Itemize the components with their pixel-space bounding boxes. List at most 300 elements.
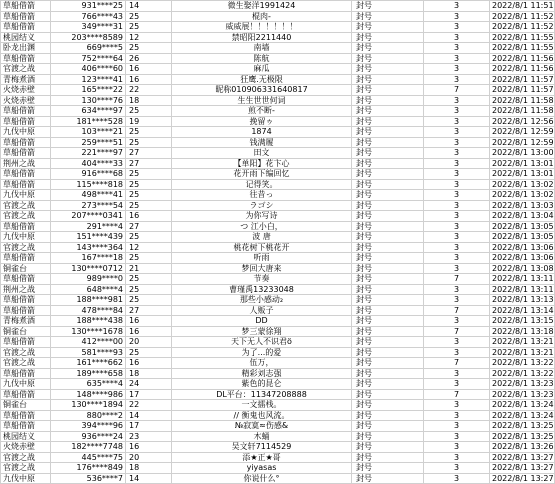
account-id-cell[interactable]: 349****31 — [51, 22, 126, 33]
account-id-cell[interactable]: 406****60 — [51, 64, 126, 75]
level-cell[interactable]: 18 — [126, 368, 172, 379]
nickname-cell[interactable]: 威威展！！！！！！ — [172, 22, 352, 33]
account-id-cell[interactable]: 766****43 — [51, 11, 126, 22]
server-name-cell[interactable]: 草船借箭 — [1, 106, 51, 117]
count-cell[interactable]: 3 — [424, 253, 490, 264]
timestamp-cell[interactable]: 2022/8/1 13:06 — [490, 242, 555, 253]
status-cell[interactable]: 封号 — [352, 1, 424, 12]
timestamp-cell[interactable]: 2022/8/1 13:25 — [490, 421, 555, 432]
account-id-cell[interactable]: 148****986 — [51, 389, 126, 400]
account-id-cell[interactable]: 188****438 — [51, 316, 126, 327]
count-cell[interactable]: 3 — [424, 463, 490, 474]
nickname-cell[interactable]: 听雨 — [172, 253, 352, 264]
account-id-cell[interactable]: 182****7748 — [51, 442, 126, 453]
server-name-cell[interactable]: 草船借箭 — [1, 1, 51, 12]
timestamp-cell[interactable]: 2022/8/1 13:23 — [490, 379, 555, 390]
nickname-cell[interactable]: 麻瓜 — [172, 64, 352, 75]
count-cell[interactable]: 3 — [424, 421, 490, 432]
status-cell[interactable]: 封号 — [352, 43, 424, 54]
account-id-cell[interactable]: 130****1678 — [51, 326, 126, 337]
server-name-cell[interactable]: 九伐中原 — [1, 127, 51, 138]
timestamp-cell[interactable]: 2022/8/1 11:55 — [490, 43, 555, 54]
timestamp-cell[interactable]: 2022/8/1 13:15 — [490, 316, 555, 327]
server-name-cell[interactable]: 九伐中原 — [1, 232, 51, 243]
timestamp-cell[interactable]: 2022/8/1 13:05 — [490, 232, 555, 243]
nickname-cell[interactable]: 为了...的爱 — [172, 347, 352, 358]
status-cell[interactable]: 封号 — [352, 358, 424, 369]
account-id-cell[interactable]: 203****8589 — [51, 32, 126, 43]
server-name-cell[interactable]: 草船借箭 — [1, 221, 51, 232]
account-id-cell[interactable]: 880****2 — [51, 410, 126, 421]
nickname-cell[interactable]: 节奏 — [172, 274, 352, 285]
count-cell[interactable]: 3 — [424, 431, 490, 442]
timestamp-cell[interactable]: 2022/8/1 13:14 — [490, 305, 555, 316]
account-id-cell[interactable]: 445****75 — [51, 452, 126, 463]
level-cell[interactable]: 25 — [126, 127, 172, 138]
timestamp-cell[interactable]: 2022/8/1 13:02 — [490, 179, 555, 190]
server-name-cell[interactable]: 铜雀台 — [1, 263, 51, 274]
status-cell[interactable]: 封号 — [352, 169, 424, 180]
account-id-cell[interactable]: 635****4 — [51, 379, 126, 390]
server-name-cell[interactable]: 草船借箭 — [1, 421, 51, 432]
count-cell[interactable]: 3 — [424, 158, 490, 169]
nickname-cell[interactable]: 煎不断- — [172, 106, 352, 117]
nickname-cell[interactable]: 挽留ゥ — [172, 116, 352, 127]
status-cell[interactable]: 封号 — [352, 232, 424, 243]
server-name-cell[interactable]: 草船借箭 — [1, 137, 51, 148]
count-cell[interactable]: 3 — [424, 200, 490, 211]
timestamp-cell[interactable]: 2022/8/1 13:24 — [490, 400, 555, 411]
count-cell[interactable]: 3 — [424, 368, 490, 379]
count-cell[interactable]: 3 — [424, 74, 490, 85]
timestamp-cell[interactable]: 2022/8/1 13:21 — [490, 347, 555, 358]
timestamp-cell[interactable]: 2022/8/1 13:26 — [490, 442, 555, 453]
level-cell[interactable]: 16 — [126, 74, 172, 85]
count-cell[interactable]: 3 — [424, 400, 490, 411]
nickname-cell[interactable]: 梦回大唐来 — [172, 263, 352, 274]
account-id-cell[interactable]: 394****96 — [51, 421, 126, 432]
timestamp-cell[interactable]: 2022/8/1 13:23 — [490, 389, 555, 400]
account-id-cell[interactable]: 404****33 — [51, 158, 126, 169]
level-cell[interactable]: 14 — [126, 473, 172, 484]
server-name-cell[interactable]: 九伐中原 — [1, 190, 51, 201]
timestamp-cell[interactable]: 2022/8/1 12:59 — [490, 137, 555, 148]
timestamp-cell[interactable]: 2022/8/1 13:21 — [490, 337, 555, 348]
status-cell[interactable]: 封号 — [352, 463, 424, 474]
status-cell[interactable]: 封号 — [352, 221, 424, 232]
timestamp-cell[interactable]: 2022/8/1 13:24 — [490, 410, 555, 421]
server-name-cell[interactable]: 官渡之战 — [1, 463, 51, 474]
timestamp-cell[interactable]: 2022/8/1 11:56 — [490, 53, 555, 64]
status-cell[interactable]: 封号 — [352, 400, 424, 411]
count-cell[interactable]: 3 — [424, 169, 490, 180]
level-cell[interactable]: 25 — [126, 253, 172, 264]
count-cell[interactable]: 3 — [424, 284, 490, 295]
account-id-cell[interactable]: 188****981 — [51, 295, 126, 306]
server-name-cell[interactable]: 九伐中原 — [1, 379, 51, 390]
account-id-cell[interactable]: 221****97 — [51, 148, 126, 159]
account-id-cell[interactable]: 752****64 — [51, 53, 126, 64]
status-cell[interactable]: 封号 — [352, 74, 424, 85]
status-cell[interactable]: 封号 — [352, 295, 424, 306]
account-id-cell[interactable]: 165****22 — [51, 85, 126, 96]
account-id-cell[interactable]: 130****1894 — [51, 400, 126, 411]
status-cell[interactable]: 封号 — [352, 242, 424, 253]
server-name-cell[interactable]: 草船借箭 — [1, 22, 51, 33]
timestamp-cell[interactable]: 2022/8/1 11:56 — [490, 64, 555, 75]
nickname-cell[interactable]: 那些小感动₂ — [172, 295, 352, 306]
status-cell[interactable]: 封号 — [352, 263, 424, 274]
status-cell[interactable]: 封号 — [352, 421, 424, 432]
count-cell[interactable]: 3 — [424, 473, 490, 484]
nickname-cell[interactable]: // 衡鬼也风流。 — [172, 410, 352, 421]
account-id-cell[interactable]: 536****7 — [51, 473, 126, 484]
status-cell[interactable]: 封号 — [352, 316, 424, 327]
status-cell[interactable]: 封号 — [352, 11, 424, 22]
timestamp-cell[interactable]: 2022/8/1 11:58 — [490, 106, 555, 117]
level-cell[interactable]: 25 — [126, 347, 172, 358]
server-name-cell[interactable]: 草船借箭 — [1, 368, 51, 379]
timestamp-cell[interactable]: 2022/8/1 13:00 — [490, 148, 555, 159]
account-id-cell[interactable]: 151****439 — [51, 232, 126, 243]
timestamp-cell[interactable]: 2022/8/1 13:06 — [490, 253, 555, 264]
status-cell[interactable]: 封号 — [352, 148, 424, 159]
status-cell[interactable]: 封号 — [352, 106, 424, 117]
count-cell[interactable]: 3 — [424, 95, 490, 106]
account-id-cell[interactable]: 936****24 — [51, 431, 126, 442]
level-cell[interactable]: 12 — [126, 32, 172, 43]
server-name-cell[interactable]: 官渡之战 — [1, 452, 51, 463]
count-cell[interactable]: 3 — [424, 337, 490, 348]
server-name-cell[interactable]: 铜雀台 — [1, 400, 51, 411]
server-name-cell[interactable]: 桃园结义 — [1, 32, 51, 43]
status-cell[interactable]: 封号 — [352, 410, 424, 421]
server-name-cell[interactable]: 草船借箭 — [1, 295, 51, 306]
count-cell[interactable]: 3 — [424, 316, 490, 327]
level-cell[interactable]: 19 — [126, 116, 172, 127]
status-cell[interactable]: 封号 — [352, 200, 424, 211]
nickname-cell[interactable]: 为你写诗 — [172, 211, 352, 222]
nickname-cell[interactable]: 桃花树下桃花开 — [172, 242, 352, 253]
status-cell[interactable]: 封号 — [352, 337, 424, 348]
count-cell[interactable]: 3 — [424, 11, 490, 22]
level-cell[interactable]: 25 — [126, 232, 172, 243]
count-cell[interactable]: 3 — [424, 116, 490, 127]
nickname-cell[interactable]: 狂鹰.无极限 — [172, 74, 352, 85]
timestamp-cell[interactable]: 2022/8/1 13:04 — [490, 211, 555, 222]
count-cell[interactable]: 3 — [424, 442, 490, 453]
status-cell[interactable]: 封号 — [352, 64, 424, 75]
nickname-cell[interactable]: 往昔っ — [172, 190, 352, 201]
status-cell[interactable]: 封号 — [352, 473, 424, 484]
server-name-cell[interactable]: 草船借箭 — [1, 389, 51, 400]
level-cell[interactable]: 20 — [126, 337, 172, 348]
level-cell[interactable]: 22 — [126, 85, 172, 96]
nickname-cell[interactable]: 精彩刘志强 — [172, 368, 352, 379]
nickname-cell[interactable]: 1874 — [172, 127, 352, 138]
server-name-cell[interactable]: 草船借箭 — [1, 11, 51, 22]
timestamp-cell[interactable]: 2022/8/1 12:56 — [490, 116, 555, 127]
nickname-cell[interactable]: 波 唐 — [172, 232, 352, 243]
level-cell[interactable]: 25 — [126, 179, 172, 190]
account-id-cell[interactable]: 189****658 — [51, 368, 126, 379]
status-cell[interactable]: 封号 — [352, 116, 424, 127]
nickname-cell[interactable]: 曹瑾禹13233048 — [172, 284, 352, 295]
server-name-cell[interactable]: 官渡之战 — [1, 358, 51, 369]
status-cell[interactable]: 封号 — [352, 127, 424, 138]
nickname-cell[interactable]: つ 江小白， — [172, 221, 352, 232]
timestamp-cell[interactable]: 2022/8/1 11:52 — [490, 22, 555, 33]
count-cell[interactable]: 3 — [424, 179, 490, 190]
count-cell[interactable]: 7 — [424, 85, 490, 96]
nickname-cell[interactable]: 陈航 — [172, 53, 352, 64]
server-name-cell[interactable]: 铜雀台 — [1, 326, 51, 337]
nickname-cell[interactable]: 人贩子 — [172, 305, 352, 316]
level-cell[interactable]: 17 — [126, 389, 172, 400]
nickname-cell[interactable]: 微生娶洋1991424 — [172, 1, 352, 12]
account-id-cell[interactable]: 648****4 — [51, 284, 126, 295]
account-id-cell[interactable]: 291****4 — [51, 221, 126, 232]
timestamp-cell[interactable]: 2022/8/1 12:59 — [490, 127, 555, 138]
timestamp-cell[interactable]: 2022/8/1 11:57 — [490, 74, 555, 85]
count-cell[interactable]: 7 — [424, 358, 490, 369]
level-cell[interactable]: 16 — [126, 211, 172, 222]
level-cell[interactable]: 25 — [126, 200, 172, 211]
count-cell[interactable]: 7 — [424, 274, 490, 285]
timestamp-cell[interactable]: 2022/8/1 13:27 — [490, 473, 555, 484]
status-cell[interactable]: 封号 — [352, 379, 424, 390]
server-name-cell[interactable]: 火烧赤壁 — [1, 442, 51, 453]
account-id-cell[interactable]: 181****528 — [51, 116, 126, 127]
level-cell[interactable]: 14 — [126, 410, 172, 421]
nickname-cell[interactable]: 田文 — [172, 148, 352, 159]
status-cell[interactable]: 封号 — [352, 274, 424, 285]
nickname-cell[interactable]: 一文擂栈。 — [172, 400, 352, 411]
nickname-cell[interactable]: 吴文轩7114529 — [172, 442, 352, 453]
level-cell[interactable]: 25 — [126, 43, 172, 54]
status-cell[interactable]: 封号 — [352, 347, 424, 358]
nickname-cell[interactable]: ラゴシ — [172, 200, 352, 211]
level-cell[interactable]: 27 — [126, 148, 172, 159]
timestamp-cell[interactable]: 2022/8/1 13:13 — [490, 295, 555, 306]
timestamp-cell[interactable]: 2022/8/1 13:08 — [490, 263, 555, 274]
status-cell[interactable]: 封号 — [352, 305, 424, 316]
level-cell[interactable]: 23 — [126, 431, 172, 442]
timestamp-cell[interactable]: 2022/8/1 11:52 — [490, 11, 555, 22]
level-cell[interactable]: 20 — [126, 452, 172, 463]
server-name-cell[interactable]: 草船借箭 — [1, 148, 51, 159]
count-cell[interactable]: 3 — [424, 232, 490, 243]
timestamp-cell[interactable]: 2022/8/1 13:27 — [490, 463, 555, 474]
account-id-cell[interactable]: 259****51 — [51, 137, 126, 148]
count-cell[interactable]: 3 — [424, 22, 490, 33]
nickname-cell[interactable]: 紫色的昆仑 — [172, 379, 352, 390]
count-cell[interactable]: 3 — [424, 452, 490, 463]
level-cell[interactable]: 25 — [126, 106, 172, 117]
level-cell[interactable]: 22 — [126, 400, 172, 411]
status-cell[interactable]: 封号 — [352, 253, 424, 264]
account-id-cell[interactable]: 412****00 — [51, 337, 126, 348]
level-cell[interactable]: 21 — [126, 263, 172, 274]
nickname-cell[interactable]: 添★正★哥 — [172, 452, 352, 463]
count-cell[interactable]: 3 — [424, 53, 490, 64]
timestamp-cell[interactable]: 2022/8/1 13:27 — [490, 452, 555, 463]
status-cell[interactable]: 封号 — [352, 284, 424, 295]
count-cell[interactable]: 3 — [424, 43, 490, 54]
server-name-cell[interactable]: 草船借箭 — [1, 305, 51, 316]
level-cell[interactable]: 25 — [126, 295, 172, 306]
level-cell[interactable]: 27 — [126, 158, 172, 169]
level-cell[interactable]: 18 — [126, 95, 172, 106]
server-name-cell[interactable]: 官渡之战 — [1, 64, 51, 75]
server-name-cell[interactable]: 草船借箭 — [1, 410, 51, 421]
status-cell[interactable]: 封号 — [352, 211, 424, 222]
count-cell[interactable]: 3 — [424, 190, 490, 201]
server-name-cell[interactable]: 青梅煮酒 — [1, 316, 51, 327]
server-name-cell[interactable]: 九伐中原 — [1, 473, 51, 484]
server-name-cell[interactable]: 荆州之战 — [1, 158, 51, 169]
server-name-cell[interactable]: 草船借箭 — [1, 169, 51, 180]
level-cell[interactable]: 18 — [126, 463, 172, 474]
level-cell[interactable]: 12 — [126, 242, 172, 253]
nickname-cell[interactable]: 昵称010906331640817 — [172, 85, 352, 96]
level-cell[interactable]: 16 — [126, 64, 172, 75]
level-cell[interactable]: 24 — [126, 379, 172, 390]
count-cell[interactable]: 7 — [424, 389, 490, 400]
level-cell[interactable]: 25 — [126, 11, 172, 22]
account-id-cell[interactable]: 143****364 — [51, 242, 126, 253]
account-id-cell[interactable]: 273****54 — [51, 200, 126, 211]
count-cell[interactable]: 3 — [424, 64, 490, 75]
timestamp-cell[interactable]: 2022/8/1 13:22 — [490, 368, 555, 379]
nickname-cell[interactable]: DL平台：11347208888 — [172, 389, 352, 400]
server-name-cell[interactable]: 官渡之战 — [1, 211, 51, 222]
timestamp-cell[interactable]: 2022/8/1 13:01 — [490, 169, 555, 180]
server-name-cell[interactable]: 草船借箭 — [1, 274, 51, 285]
timestamp-cell[interactable]: 2022/8/1 11:57 — [490, 85, 555, 96]
timestamp-cell[interactable]: 2022/8/1 13:02 — [490, 190, 555, 201]
status-cell[interactable]: 封号 — [352, 389, 424, 400]
server-name-cell[interactable]: 官渡之战 — [1, 242, 51, 253]
count-cell[interactable]: 3 — [424, 379, 490, 390]
level-cell[interactable]: 16 — [126, 316, 172, 327]
status-cell[interactable]: 封号 — [352, 368, 424, 379]
level-cell[interactable]: 25 — [126, 137, 172, 148]
account-id-cell[interactable]: 931****25 — [51, 1, 126, 12]
level-cell[interactable]: 17 — [126, 421, 172, 432]
server-name-cell[interactable]: 火烧赤壁 — [1, 95, 51, 106]
nickname-cell[interactable]: DD — [172, 316, 352, 327]
nickname-cell[interactable]: №寂寞≈伤感& — [172, 421, 352, 432]
count-cell[interactable]: 7 — [424, 326, 490, 337]
level-cell[interactable]: 27 — [126, 221, 172, 232]
server-name-cell[interactable]: 青梅煮酒 — [1, 74, 51, 85]
account-id-cell[interactable]: 498****41 — [51, 190, 126, 201]
server-name-cell[interactable]: 官渡之战 — [1, 347, 51, 358]
timestamp-cell[interactable]: 2022/8/1 13:25 — [490, 431, 555, 442]
count-cell[interactable]: 3 — [424, 1, 490, 12]
account-id-cell[interactable]: 130****76 — [51, 95, 126, 106]
server-name-cell[interactable]: 荆州之战 — [1, 284, 51, 295]
count-cell[interactable]: 3 — [424, 211, 490, 222]
count-cell[interactable]: 3 — [424, 347, 490, 358]
server-name-cell[interactable]: 草船借箭 — [1, 253, 51, 264]
account-id-cell[interactable]: 207****0341 — [51, 211, 126, 222]
status-cell[interactable]: 封号 — [352, 326, 424, 337]
nickname-cell[interactable]: 花开雨下编回忆 — [172, 169, 352, 180]
server-name-cell[interactable]: 草船借箭 — [1, 53, 51, 64]
level-cell[interactable]: 25 — [126, 22, 172, 33]
nickname-cell[interactable]: 南墙 — [172, 43, 352, 54]
account-id-cell[interactable]: 167****18 — [51, 253, 126, 264]
account-id-cell[interactable]: 581****93 — [51, 347, 126, 358]
timestamp-cell[interactable]: 2022/8/1 13:18 — [490, 326, 555, 337]
nickname-cell[interactable]: 梦三蒙徐翔 — [172, 326, 352, 337]
status-cell[interactable]: 封号 — [352, 442, 424, 453]
status-cell[interactable]: 封号 — [352, 53, 424, 64]
count-cell[interactable]: 3 — [424, 263, 490, 274]
server-name-cell[interactable]: 卧龙出渊 — [1, 43, 51, 54]
level-cell[interactable]: 25 — [126, 169, 172, 180]
status-cell[interactable]: 封号 — [352, 158, 424, 169]
account-id-cell[interactable]: 161****662 — [51, 358, 126, 369]
nickname-cell[interactable]: 生生世世何词 — [172, 95, 352, 106]
level-cell[interactable]: 25 — [126, 190, 172, 201]
status-cell[interactable]: 封号 — [352, 22, 424, 33]
account-id-cell[interactable]: 916****68 — [51, 169, 126, 180]
count-cell[interactable]: 3 — [424, 148, 490, 159]
count-cell[interactable]: 3 — [424, 295, 490, 306]
level-cell[interactable]: 25 — [126, 274, 172, 285]
level-cell[interactable]: 27 — [126, 305, 172, 316]
account-id-cell[interactable]: 115****818 — [51, 179, 126, 190]
nickname-cell[interactable]: yiyasas — [172, 463, 352, 474]
timestamp-cell[interactable]: 2022/8/1 11:58 — [490, 95, 555, 106]
timestamp-cell[interactable]: 2022/8/1 13:01 — [490, 158, 555, 169]
account-id-cell[interactable]: 130****0712 — [51, 263, 126, 274]
nickname-cell[interactable]: 你说什么° — [172, 473, 352, 484]
count-cell[interactable]: 3 — [424, 410, 490, 421]
server-name-cell[interactable]: 官渡之战 — [1, 200, 51, 211]
timestamp-cell[interactable]: 2022/8/1 13:11 — [490, 284, 555, 295]
count-cell[interactable]: 3 — [424, 32, 490, 43]
status-cell[interactable]: 封号 — [352, 85, 424, 96]
status-cell[interactable]: 封号 — [352, 452, 424, 463]
timestamp-cell[interactable]: 2022/8/1 13:03 — [490, 200, 555, 211]
nickname-cell[interactable]: 禁昭阳2211440 — [172, 32, 352, 43]
nickname-cell[interactable]: 天下无人不识君ö — [172, 337, 352, 348]
level-cell[interactable]: 14 — [126, 1, 172, 12]
account-id-cell[interactable]: 478****84 — [51, 305, 126, 316]
timestamp-cell[interactable]: 2022/8/1 11:55 — [490, 32, 555, 43]
status-cell[interactable]: 封号 — [352, 95, 424, 106]
level-cell[interactable]: 26 — [126, 53, 172, 64]
level-cell[interactable]: 16 — [126, 442, 172, 453]
nickname-cell[interactable]: 木蛹 — [172, 431, 352, 442]
account-id-cell[interactable]: 669****5 — [51, 43, 126, 54]
server-name-cell[interactable]: 草船借箭 — [1, 337, 51, 348]
nickname-cell[interactable]: 记得笑。 — [172, 179, 352, 190]
level-cell[interactable]: 25 — [126, 284, 172, 295]
server-name-cell[interactable]: 火烧赤壁 — [1, 85, 51, 96]
account-id-cell[interactable]: 103****21 — [51, 127, 126, 138]
level-cell[interactable]: 16 — [126, 326, 172, 337]
account-id-cell[interactable]: 176****849 — [51, 463, 126, 474]
server-name-cell[interactable]: 桃园结义 — [1, 431, 51, 442]
count-cell[interactable]: 3 — [424, 242, 490, 253]
count-cell[interactable]: 3 — [424, 137, 490, 148]
status-cell[interactable]: 封号 — [352, 431, 424, 442]
